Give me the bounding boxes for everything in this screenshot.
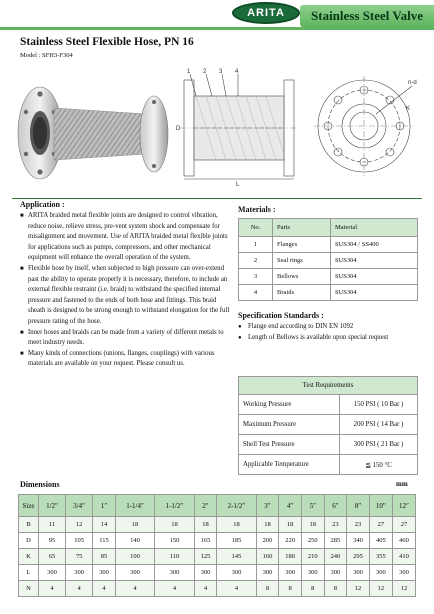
- materials-header-row: [239, 219, 418, 237]
- table-cell: 2: [239, 253, 273, 269]
- size-header: 1-1/4″: [115, 495, 154, 517]
- spec-heading: Specification Standards :: [238, 311, 324, 320]
- table-cell: 410: [392, 549, 415, 565]
- table-cell: 210: [301, 549, 324, 565]
- column-header: Material: [331, 219, 418, 237]
- page-header: [0, 0, 434, 30]
- size-header: 1″: [93, 495, 116, 517]
- table-cell: 8: [279, 581, 302, 597]
- table-cell: Applicable Temperature: [239, 455, 340, 475]
- table-cell: 300: [155, 565, 194, 581]
- application-item: ■ Flexible hose by itself, when subjected to high pressure can over-extend past the ability to operate properly it is necessary, therefore, to include an external flexible restraint (i.e. braid) to withstand the specified internal pressure and fastened to the ends of both hose and fittings. This braid sheath is designed to be strong enough to withstand elongation for the full pressure rating of the hose.: [20, 264, 230, 325]
- application-list: [20, 211, 230, 370]
- table-row: [239, 455, 418, 475]
- column-header: Parts: [273, 219, 331, 237]
- table-cell: 240: [324, 549, 347, 565]
- spec-item: ● Length of Bellows is available upon special request: [238, 333, 418, 344]
- table-cell: SUS304: [331, 269, 418, 285]
- table-cell: 12: [66, 517, 93, 533]
- table-row: [19, 517, 416, 533]
- spec-item: ● Flange end according to DIN EN 1092: [238, 322, 418, 333]
- table-cell: 4: [39, 581, 66, 597]
- table-cell: 27: [392, 517, 415, 533]
- table-cell: 4: [93, 581, 116, 597]
- size-label: Size: [19, 495, 39, 517]
- hose-photo: [14, 78, 174, 188]
- table-row: [19, 581, 416, 597]
- table-cell: 300: [39, 565, 66, 581]
- size-header: 5″: [301, 495, 324, 517]
- callout-3: 3: [219, 69, 223, 75]
- table-row: [19, 533, 416, 549]
- table-cell: 140: [115, 533, 154, 549]
- table-cell: 300: [256, 565, 279, 581]
- size-header: 3″: [256, 495, 279, 517]
- technical-drawing: [176, 66, 426, 186]
- table-cell: 1: [239, 237, 273, 253]
- dimensions-table: [18, 494, 416, 597]
- section-tab: Stainless Steel Valve: [300, 5, 434, 27]
- application-item: ■ Inner hoses and braids can be made from a variety of different metals to meet industry needs.: [20, 328, 224, 347]
- table-cell: 110: [155, 549, 194, 565]
- callout-1: 1: [187, 69, 191, 75]
- table-cell: 23: [324, 517, 347, 533]
- size-header: 2″: [194, 495, 217, 517]
- dim-label-k: K: [406, 106, 411, 112]
- table-row: [239, 285, 418, 301]
- table-cell: Working Pressure: [239, 395, 340, 415]
- table-cell: 12: [392, 581, 415, 597]
- table-cell: 4: [66, 581, 93, 597]
- table-cell: 300: [217, 565, 256, 581]
- table-cell: 300: [392, 565, 415, 581]
- size-header: 2-1/2″: [217, 495, 256, 517]
- table-cell: 8: [324, 581, 347, 597]
- table-cell: 340: [347, 533, 370, 549]
- row-label: N: [19, 581, 39, 597]
- table-cell: 27: [369, 517, 392, 533]
- table-cell: ≦ 150 °C: [340, 455, 418, 475]
- bullet-icon: ■: [20, 329, 24, 336]
- table-cell: 100: [115, 549, 154, 565]
- table-cell: SUS304 / SS400: [331, 237, 418, 253]
- dim-label-nd: n-d: [408, 80, 417, 86]
- table-cell: 18: [279, 517, 302, 533]
- table-cell: 405: [369, 533, 392, 549]
- row-label: B: [19, 517, 39, 533]
- table-cell: 300: [301, 565, 324, 581]
- logo-oval: ARITA: [232, 2, 300, 24]
- table-cell: 4: [115, 581, 154, 597]
- size-header: 3/4″: [66, 495, 93, 517]
- table-cell: 18: [217, 517, 256, 533]
- table-cell: 18: [301, 517, 324, 533]
- table-row: [239, 415, 418, 435]
- table-cell: 12: [369, 581, 392, 597]
- table-cell: 18: [155, 517, 194, 533]
- table-cell: 105: [66, 533, 93, 549]
- table-cell: 4: [155, 581, 194, 597]
- product-title: Stainless Steel Flexible Hose, PN 16: [20, 36, 194, 48]
- table-cell: 300: [115, 565, 154, 581]
- size-header: 4″: [279, 495, 302, 517]
- table-cell: SUS304: [331, 253, 418, 269]
- table-cell: 95: [39, 533, 66, 549]
- bullet-icon: ■: [20, 350, 24, 357]
- table-cell: 250: [301, 533, 324, 549]
- table-row: [239, 435, 418, 455]
- size-header: 12″: [392, 495, 415, 517]
- table-cell: 65: [39, 549, 66, 565]
- table-cell: 150 PSI ( 10 Bar ): [340, 395, 418, 415]
- table-cell: 150: [155, 533, 194, 549]
- table-cell: 300: [194, 565, 217, 581]
- table-row: [239, 269, 418, 285]
- table-cell: 165: [194, 533, 217, 549]
- size-header: 6″: [324, 495, 347, 517]
- callout-4: 4: [235, 69, 239, 75]
- column-header: No.: [239, 219, 273, 237]
- table-cell: 200 PSI ( 14 Bar ): [340, 415, 418, 435]
- table-cell: Bellows: [273, 269, 331, 285]
- table-cell: 8: [301, 581, 324, 597]
- table-cell: 300: [369, 565, 392, 581]
- table-cell: 160: [256, 549, 279, 565]
- table-cell: 4: [239, 285, 273, 301]
- size-header: 1-1/2″: [155, 495, 194, 517]
- table-cell: 11: [39, 517, 66, 533]
- row-label: L: [19, 565, 39, 581]
- dimensions-unit: mm: [396, 480, 408, 488]
- table-row: [19, 565, 416, 581]
- table-cell: Flanges: [273, 237, 331, 253]
- table-cell: 285: [324, 533, 347, 549]
- table-row: [239, 237, 418, 253]
- product-model: Model : SFH3-F304: [20, 52, 73, 59]
- table-cell: 200: [256, 533, 279, 549]
- table-row: [19, 549, 416, 565]
- table-cell: 145: [217, 549, 256, 565]
- table-cell: 300 PSI ( 21 Bar ): [340, 435, 418, 455]
- application-item: ■ ARITA braided metal flexible joints are designed to control vibration, reduce noise, relieve stress, pre-vent system shock and compensate for misalignment and movement. Use of ARITA braided metal flexible joints for applications such as pumps, compressors, and other mechanical equipment will enhance the overall operation of the system.: [20, 212, 228, 262]
- table-cell: 4: [194, 581, 217, 597]
- test-requirements-table: [238, 376, 418, 475]
- table-cell: 300: [93, 565, 116, 581]
- table-row: [239, 253, 418, 269]
- table-cell: 8: [256, 581, 279, 597]
- test-heading: Test Requirements: [239, 377, 418, 395]
- table-cell: 23: [347, 517, 370, 533]
- bullet-icon: ■: [20, 265, 24, 272]
- application-heading: Application :: [20, 200, 65, 209]
- row-label: D: [19, 533, 39, 549]
- materials-heading: Materials :: [238, 205, 276, 214]
- table-cell: 300: [279, 565, 302, 581]
- table-cell: 4: [217, 581, 256, 597]
- spec-list: [238, 322, 418, 343]
- header-rule: [0, 27, 434, 30]
- row-label: K: [19, 549, 39, 565]
- size-header: 10″: [369, 495, 392, 517]
- table-cell: 300: [347, 565, 370, 581]
- table-cell: 355: [369, 549, 392, 565]
- table-cell: 18: [256, 517, 279, 533]
- table-cell: Braids: [273, 285, 331, 301]
- size-header: 1/2″: [39, 495, 66, 517]
- table-cell: 185: [217, 533, 256, 549]
- brand-logo: [232, 0, 300, 26]
- bullet-icon: ●: [238, 324, 242, 330]
- table-cell: 115: [93, 533, 116, 549]
- table-cell: 75: [66, 549, 93, 565]
- table-cell: 85: [93, 549, 116, 565]
- table-cell: 460: [392, 533, 415, 549]
- table-cell: 125: [194, 549, 217, 565]
- section-divider: [12, 198, 422, 199]
- table-cell: 295: [347, 549, 370, 565]
- table-cell: 220: [279, 533, 302, 549]
- table-cell: 12: [347, 581, 370, 597]
- table-cell: 180: [279, 549, 302, 565]
- table-cell: 14: [93, 517, 116, 533]
- table-cell: 18: [115, 517, 154, 533]
- bullet-icon: ■: [20, 213, 24, 219]
- dimensions-header-row: [19, 495, 416, 517]
- dim-label-d: D: [176, 126, 181, 132]
- dimensions-heading: Dimensions: [20, 480, 60, 489]
- materials-table: [238, 218, 418, 301]
- test-header-row: [239, 377, 418, 395]
- bullet-icon: ●: [238, 334, 242, 341]
- table-cell: Shell Test Pressure: [239, 435, 340, 455]
- dim-label-l: L: [236, 182, 240, 186]
- table-cell: Seal rings: [273, 253, 331, 269]
- table-cell: 300: [66, 565, 93, 581]
- table-cell: 18: [194, 517, 217, 533]
- application-item: ■ Many kinds of connections (unions, flanges, couplings) with various materials are available on your request. Please consult us.: [20, 349, 215, 368]
- table-row: [239, 395, 418, 415]
- size-header: 8″: [347, 495, 370, 517]
- table-cell: 3: [239, 269, 273, 285]
- callout-2: 2: [203, 69, 207, 75]
- table-cell: Maximum Pressure: [239, 415, 340, 435]
- table-cell: SUS304: [331, 285, 418, 301]
- table-cell: 300: [324, 565, 347, 581]
